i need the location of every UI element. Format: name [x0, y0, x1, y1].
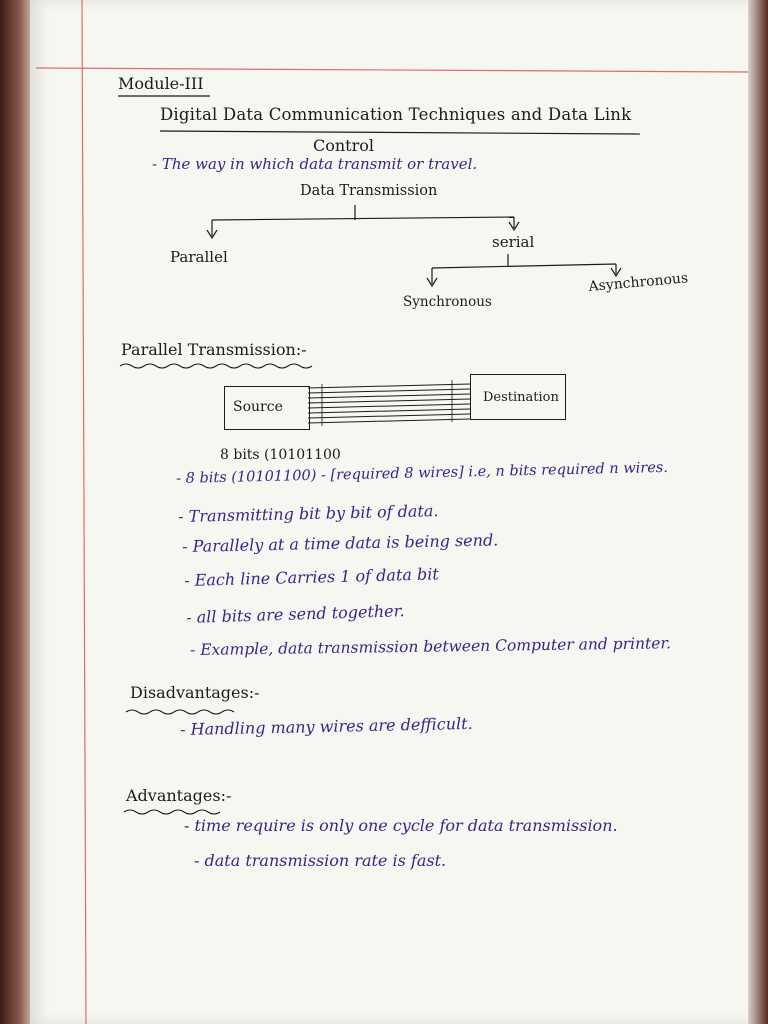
top-margin-line: [36, 68, 748, 72]
tree-branch: [212, 217, 514, 220]
point-example: - Example, data transmission between Computer and printer.: [189, 634, 672, 659]
parallel-heading-wavy-underline: [120, 364, 312, 368]
advantage-item-2: - data transmission rate is fast.: [194, 851, 447, 870]
tree-serial-label: serial: [492, 233, 535, 251]
destination-label: Destination: [483, 390, 559, 405]
page-title: Digital Data Communication Techniques and Data Link: [160, 105, 632, 124]
source-box: [224, 386, 310, 430]
page-title-continued: Control: [313, 136, 375, 155]
source-label: Source: [233, 399, 283, 415]
tree-synchronous-label: Synchronous: [403, 294, 492, 310]
point-each-line: - Each line Carries 1 of data bit: [183, 564, 440, 590]
point-parallely: - Parallely at a time data is being send.: [181, 530, 499, 556]
tree-root-label: Data Transmission: [300, 183, 438, 199]
parallel-wires: [308, 380, 470, 426]
module-label: Module-III: [118, 74, 204, 93]
parallel-transmission-heading: Parallel Transmission:-: [121, 340, 307, 359]
title-underline: [160, 131, 640, 134]
disadvantages-wavy-underline: [126, 710, 234, 714]
disadvantages-heading: Disadvantages:-: [130, 683, 260, 702]
definition-text: - The way in which data transmit or travel.: [152, 155, 478, 173]
tree-parallel-label: Parallel: [170, 248, 228, 266]
disadvantage-item: - Handling many wires are defficult.: [179, 713, 473, 739]
point-required-wires: - 8 bits (10101100) - [required 8 wires] i.e, n bits required n wires.: [175, 459, 669, 487]
destination-box: [470, 374, 566, 420]
point-bit-by-bit: - Transmitting bit by bit of data.: [177, 501, 439, 526]
tree-asynchronous-label: Asynchronous: [587, 270, 689, 295]
advantages-wavy-underline: [124, 810, 220, 814]
point-all-bits: - all bits are send together.: [185, 601, 405, 627]
left-margin-line: [82, 0, 86, 1024]
advantage-item-1: - time require is only one cycle for data transmission.: [184, 816, 618, 835]
serial-branch: [432, 264, 616, 268]
advantages-heading: Advantages:-: [126, 786, 232, 805]
bits-label: 8 bits (10101100: [220, 447, 341, 463]
